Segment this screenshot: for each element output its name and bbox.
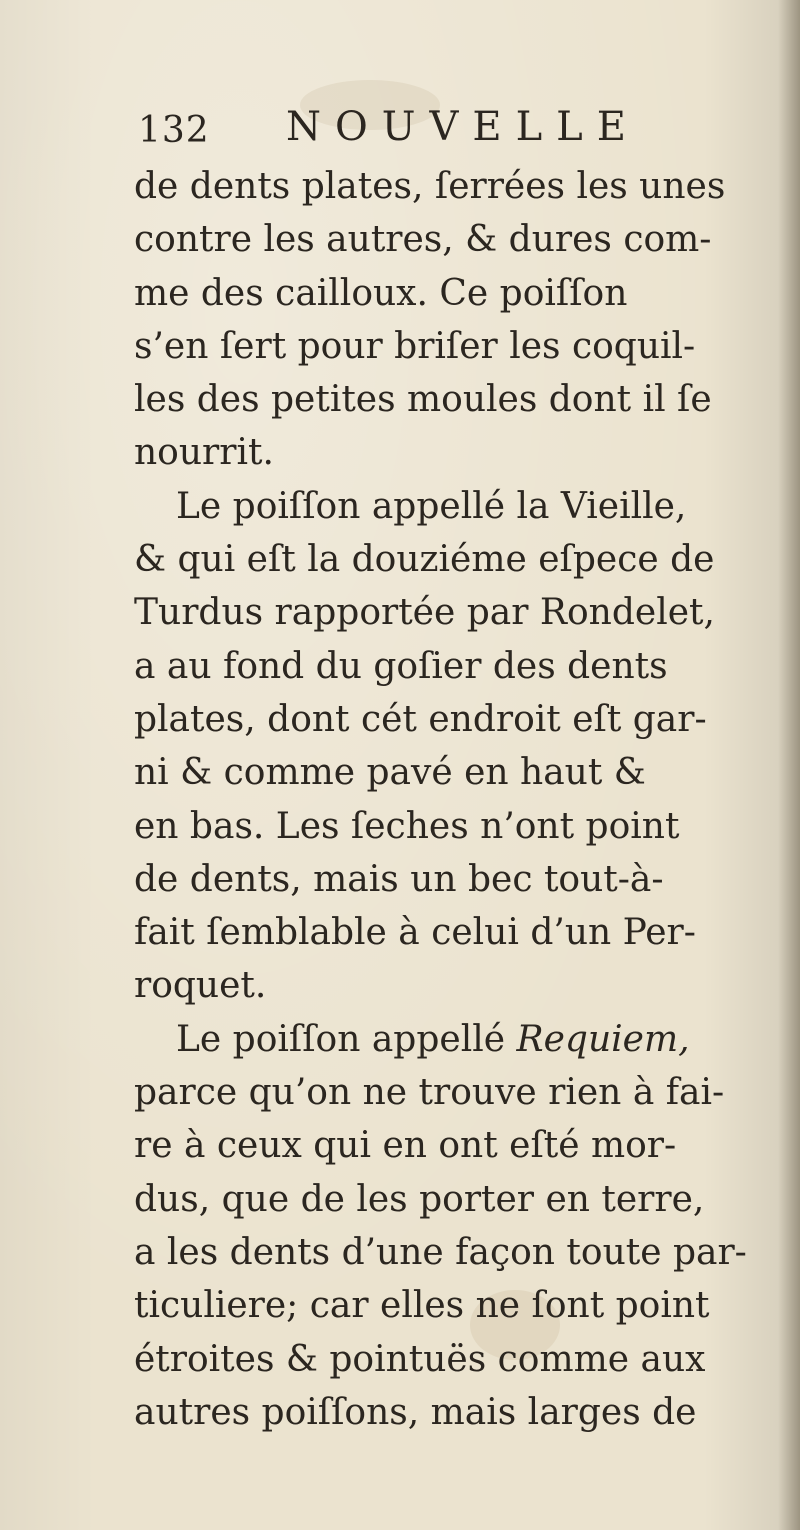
body-text (134, 160, 784, 1439)
page-header (138, 104, 788, 164)
text-line: Turdus rapportée par Rondelet, (134, 592, 715, 634)
paragraph-first-line: Le poiſſon appellé la Vieille, (176, 485, 687, 527)
text-line: me des cailloux. Ce poiſſon (134, 272, 628, 314)
text-line: parce qu’on ne trouve rien à fai- (134, 1072, 725, 1114)
text-run: Le poiſſon appellé (176, 1018, 517, 1060)
text-line: étroites & pointuës comme aux (134, 1338, 706, 1380)
text-line: a les dents d’une façon toute par- (134, 1231, 747, 1273)
text-line: contre les autres, & dures com- (134, 219, 712, 261)
page-number: 132 (138, 110, 210, 151)
text-line: dus, que de les porter en terre, (134, 1178, 705, 1220)
text-line: en bas. Les ſeches n’ont point (134, 805, 680, 847)
text-line: ticuliere; car elles ne ſont point (134, 1285, 710, 1327)
text-line: autres poiſſons, mais larges de (134, 1391, 697, 1433)
text-line: roquet. (134, 965, 267, 1007)
text-line: & qui eſt la douziéme eſpece de (134, 539, 715, 581)
paragraph-first-line (134, 1013, 784, 1066)
text-line: nourrit. (134, 432, 274, 474)
text-line: de dents, mais un bec tout-à- (134, 858, 664, 900)
text-line: de dents plates, ſerrées les unes (134, 166, 726, 207)
text-line: ni & comme pavé en haut & (134, 752, 646, 794)
text-line: s’en ſert pour briſer les coquil- (134, 325, 696, 367)
text-line: a au fond du goſier des dents (134, 645, 668, 687)
text-line: plates, dont cét endroit eſt gar- (134, 698, 707, 740)
text-line: fait ſemblable à celui d’un Per- (134, 912, 696, 954)
text-line: re à ceux qui en ont eſté mor- (134, 1125, 677, 1167)
running-title: NOUVELLE (286, 104, 640, 150)
text-line: les des petites moules dont il ſe (134, 379, 712, 421)
italic-term: Requiem, (516, 1018, 690, 1060)
